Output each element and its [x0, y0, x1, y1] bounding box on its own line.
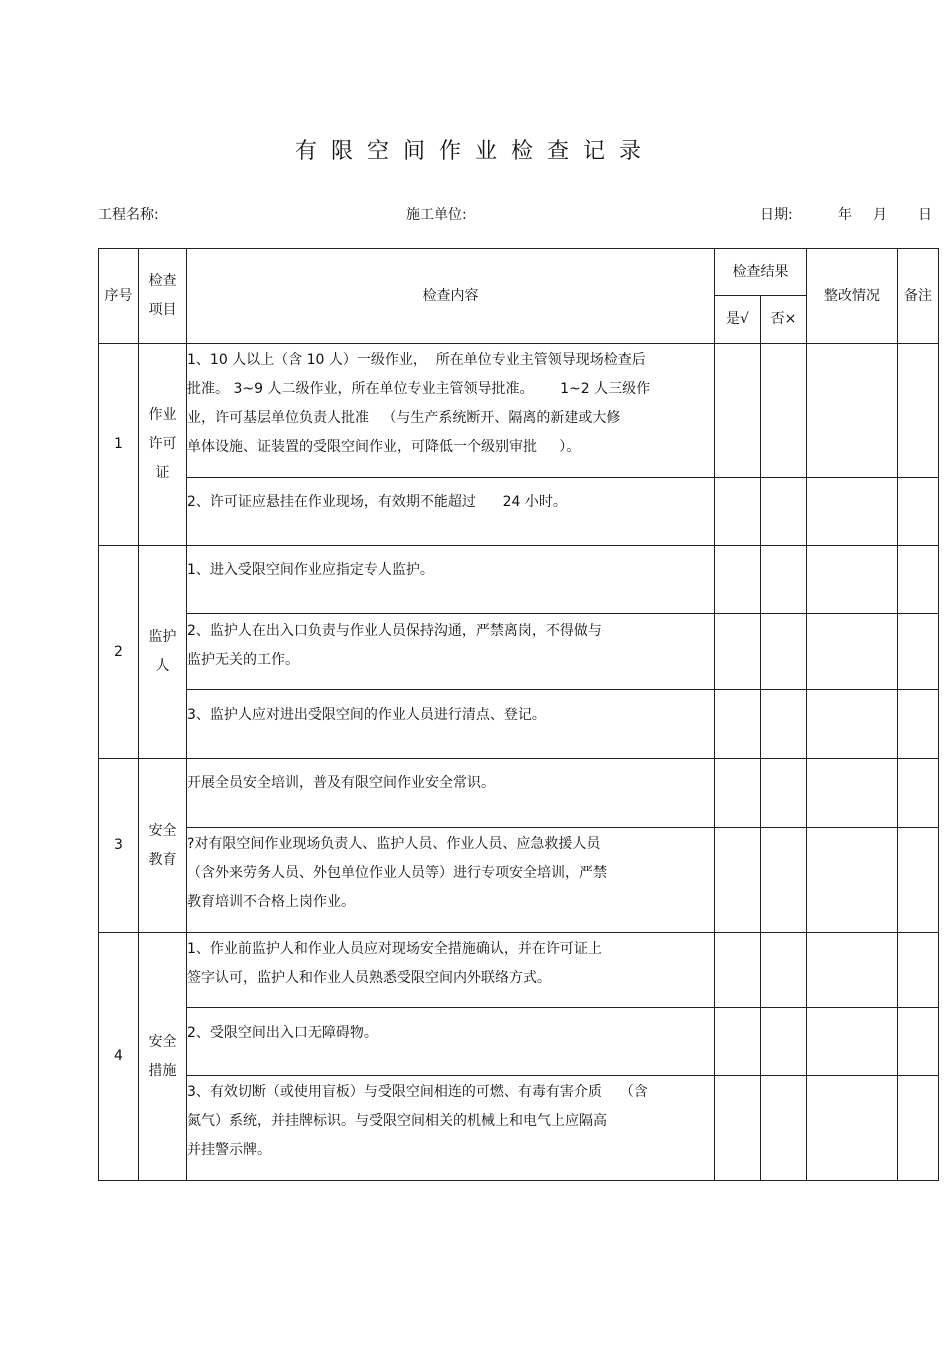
remark-cell[interactable]: [898, 759, 939, 828]
col-header-remark: 备注: [898, 249, 939, 344]
table-row: [99, 546, 939, 614]
table-header-row: [99, 249, 939, 296]
inspection-table: [98, 248, 939, 1181]
table-row: [99, 759, 939, 828]
result-no-cell[interactable]: [761, 478, 807, 546]
table-row: [99, 344, 939, 478]
rectify-cell[interactable]: [807, 1076, 898, 1181]
check-content: 2、许可证应悬挂在作业现场，有效期不能超过 24 小时。: [187, 478, 715, 546]
result-yes-cell[interactable]: [715, 614, 761, 690]
col-header-rectify: 整改情况: [807, 249, 898, 344]
remark-cell[interactable]: [898, 933, 939, 1008]
section-number: 2: [99, 546, 139, 759]
result-yes-cell[interactable]: [715, 690, 761, 759]
result-yes-cell[interactable]: [715, 1076, 761, 1181]
result-no-cell[interactable]: [761, 546, 807, 614]
col-header-no: 序号: [99, 249, 139, 344]
section-item: 安全 教育: [139, 759, 187, 933]
table-row: [99, 1008, 939, 1076]
col-header-content: 检查内容: [187, 249, 715, 344]
result-yes-cell[interactable]: [715, 1008, 761, 1076]
section-number: 4: [99, 933, 139, 1181]
result-no-cell[interactable]: [761, 690, 807, 759]
remark-cell[interactable]: [898, 1008, 939, 1076]
result-no-cell[interactable]: [761, 1008, 807, 1076]
project-name-label: 工程名称:: [98, 207, 159, 223]
rectify-cell[interactable]: [807, 344, 898, 478]
remark-cell[interactable]: [898, 344, 939, 478]
result-yes-cell[interactable]: [715, 546, 761, 614]
col-header-item: 检查 项目: [139, 249, 187, 344]
remark-cell[interactable]: [898, 1076, 939, 1181]
section-item: 监护 人: [139, 546, 187, 759]
result-no-cell[interactable]: [761, 828, 807, 933]
rectify-cell[interactable]: [807, 828, 898, 933]
check-content: 2、受限空间出入口无障碍物。: [187, 1008, 715, 1076]
remark-cell[interactable]: [898, 614, 939, 690]
check-content: 1、作业前监护人和作业人员应对现场安全措施确认，并在许可证上 签字认可，监护人和作业人员熟悉受限空间内外联络方式。: [187, 933, 715, 1008]
check-content: 3、有效切断（或使用盲板）与受限空间相连的可燃、有毒有害介质 （含 氮气）系统，并挂牌标识。与受限空间相关的机械上和电气上应隔高 并挂警示牌。: [187, 1076, 715, 1181]
rectify-cell[interactable]: [807, 478, 898, 546]
remark-cell[interactable]: [898, 828, 939, 933]
rectify-cell[interactable]: [807, 690, 898, 759]
table-row: [99, 478, 939, 546]
result-no-cell[interactable]: [761, 1076, 807, 1181]
section-item: 作业 许可 证: [139, 344, 187, 546]
page-title: 有限空间作业检查记录: [294, 139, 655, 164]
construction-unit-label: 施工单位:: [406, 207, 467, 223]
date-month-label: 月: [873, 207, 887, 223]
date-label: 日期:: [760, 207, 793, 223]
table-row: [99, 1076, 939, 1181]
result-no-cell[interactable]: [761, 933, 807, 1008]
remark-cell[interactable]: [898, 546, 939, 614]
check-content: 2、监护人在出入口负责与作业人员保持沟通，严禁离岗，不得做与 监护无关的工作。: [187, 614, 715, 690]
result-yes-cell[interactable]: [715, 828, 761, 933]
col-header-result: 检查结果: [715, 249, 807, 296]
table-row: [99, 933, 939, 1008]
section-number: 3: [99, 759, 139, 933]
result-yes-cell[interactable]: [715, 933, 761, 1008]
result-yes-cell[interactable]: [715, 759, 761, 828]
date-year-label: 年: [838, 207, 852, 223]
table-row: [99, 828, 939, 933]
check-content: ?对有限空间作业现场负责人、监护人员、作业人员、应急救援人员 （含外来劳务人员、外包单位作业人员等）进行专项安全培训，严禁 教育培训不合格上岗作业。: [187, 828, 715, 933]
check-content: 开展全员安全培训，普及有限空间作业安全常识。: [187, 759, 715, 828]
rectify-cell[interactable]: [807, 614, 898, 690]
check-content: 1、10 人以上（含 10 人）一级作业， 所在单位专业主管领导现场检查后 批准。 3~9 人二级作业，所在单位专业主管领导批准。 1~2 人三级作 业，许可基层单位负责人批准 （与生产系统断开、隔离的新建或大修 单体设施、证装置的受限空间作业，可降低一个级别审批 ）。: [187, 344, 715, 478]
result-no-cell[interactable]: [761, 614, 807, 690]
date-day-label: 日: [918, 207, 932, 223]
result-no-cell[interactable]: [761, 759, 807, 828]
section-number: 1: [99, 344, 139, 546]
result-yes-cell[interactable]: [715, 478, 761, 546]
rectify-cell[interactable]: [807, 1008, 898, 1076]
table-row: [99, 614, 939, 690]
col-header-yes: 是√: [715, 296, 761, 344]
result-no-cell[interactable]: [761, 344, 807, 478]
rectify-cell[interactable]: [807, 759, 898, 828]
remark-cell[interactable]: [898, 478, 939, 546]
check-content: 1、进入受限空间作业应指定专人监护。: [187, 546, 715, 614]
result-yes-cell[interactable]: [715, 344, 761, 478]
col-header-no-mark: 否×: [761, 296, 807, 344]
rectify-cell[interactable]: [807, 546, 898, 614]
table-row: [99, 690, 939, 759]
rectify-cell[interactable]: [807, 933, 898, 1008]
check-content: 3、监护人应对进出受限空间的作业人员进行清点、登记。: [187, 690, 715, 759]
remark-cell[interactable]: [898, 690, 939, 759]
section-item: 安全 措施: [139, 933, 187, 1181]
